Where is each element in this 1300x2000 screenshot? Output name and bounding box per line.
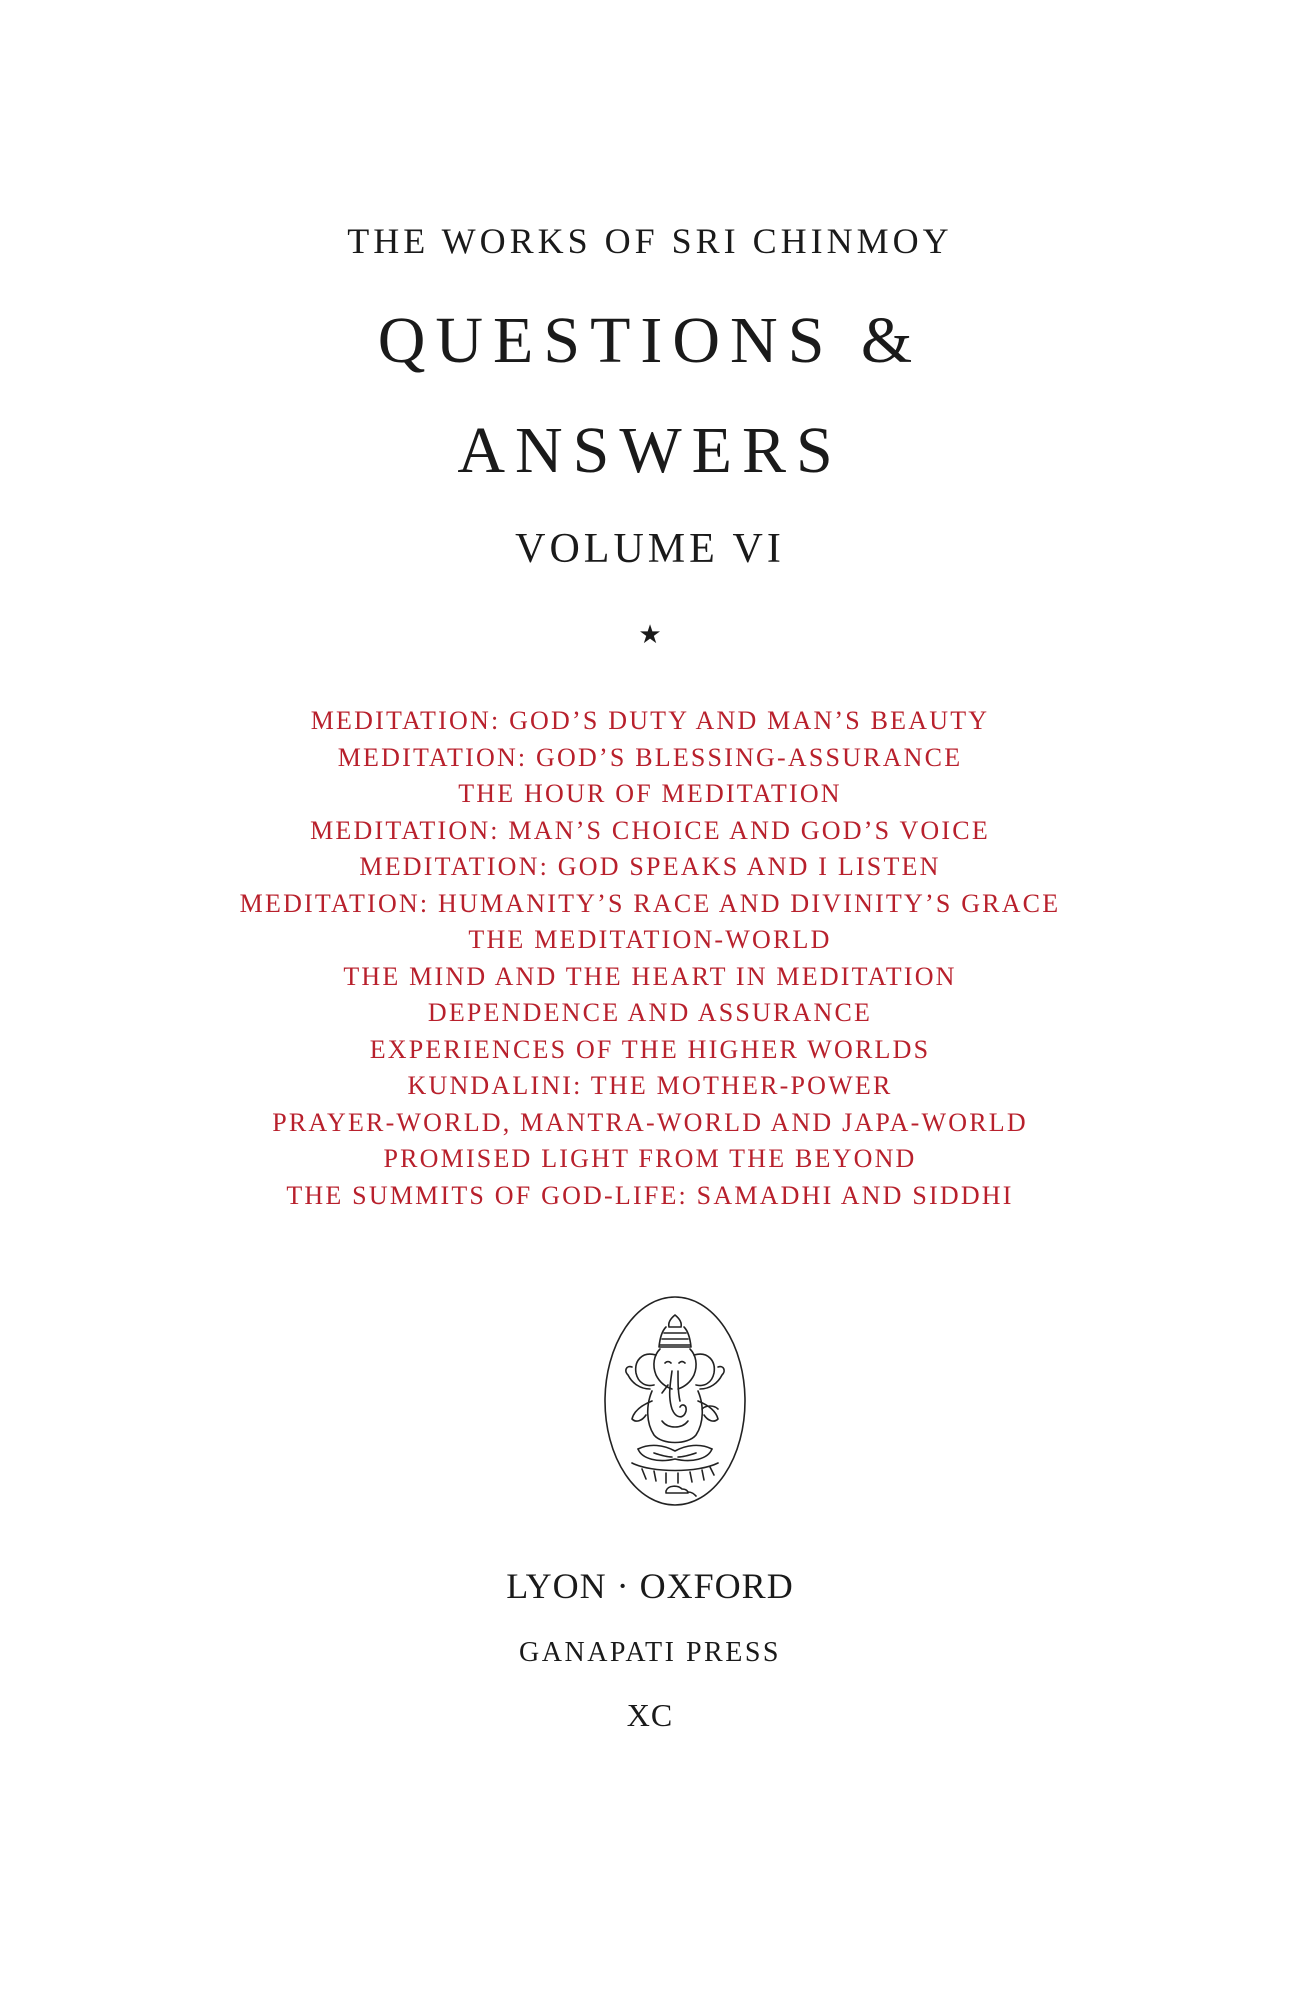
contents-item: PRAYER-WORLD, MANTRA-WORLD AND JAPA-WORLD: [272, 1107, 1028, 1137]
book-title-line-1: QUESTIONS &: [377, 304, 923, 377]
imprint-publisher: GANAPATI PRESS: [519, 1637, 781, 1668]
series-title: THE WORKS OF SRI CHINMOY: [347, 221, 953, 261]
contents-item: THE MIND AND THE HEART IN MEDITATION: [343, 961, 957, 991]
imprint-numeral: XC: [626, 1697, 674, 1733]
contents-item: DEPENDENCE AND ASSURANCE: [427, 998, 873, 1027]
star-ornament-icon: ★: [638, 620, 662, 649]
contents-item: PROMISED LIGHT FROM THE BEYOND: [383, 1144, 917, 1173]
contents-item: MEDITATION: MAN’S CHOICE AND GOD’S VOICE: [310, 815, 990, 845]
contents-list: [0, 703, 1300, 1214]
contents-item: EXPERIENCES OF THE HIGHER WORLDS: [369, 1034, 931, 1064]
contents-item: THE HOUR OF MEDITATION: [458, 779, 842, 808]
contents-item: MEDITATION: GOD’S BLESSING-ASSURANCE: [337, 742, 963, 772]
ganapati-emblem-icon: [602, 1293, 748, 1509]
contents-item: MEDITATION: GOD’S DUTY AND MAN’S BEAUTY: [310, 706, 990, 735]
contents-item: THE MEDITATION-WORLD: [468, 925, 832, 954]
contents-item: KUNDALINI: THE MOTHER-POWER: [407, 1071, 893, 1100]
book-title-line-2: ANSWERS: [457, 414, 843, 487]
contents-item: MEDITATION: HUMANITY’S RACE AND DIVINITY’S GRACE: [239, 888, 1061, 918]
contents-item: MEDITATION: GOD SPEAKS AND I LISTEN: [359, 852, 941, 881]
contents-item: THE SUMMITS OF GOD-LIFE: SAMADHI AND SIDDHI: [286, 1180, 1014, 1210]
volume-label: VOLUME VI: [515, 526, 785, 572]
imprint-place: LYON · OXFORD: [506, 1566, 794, 1606]
